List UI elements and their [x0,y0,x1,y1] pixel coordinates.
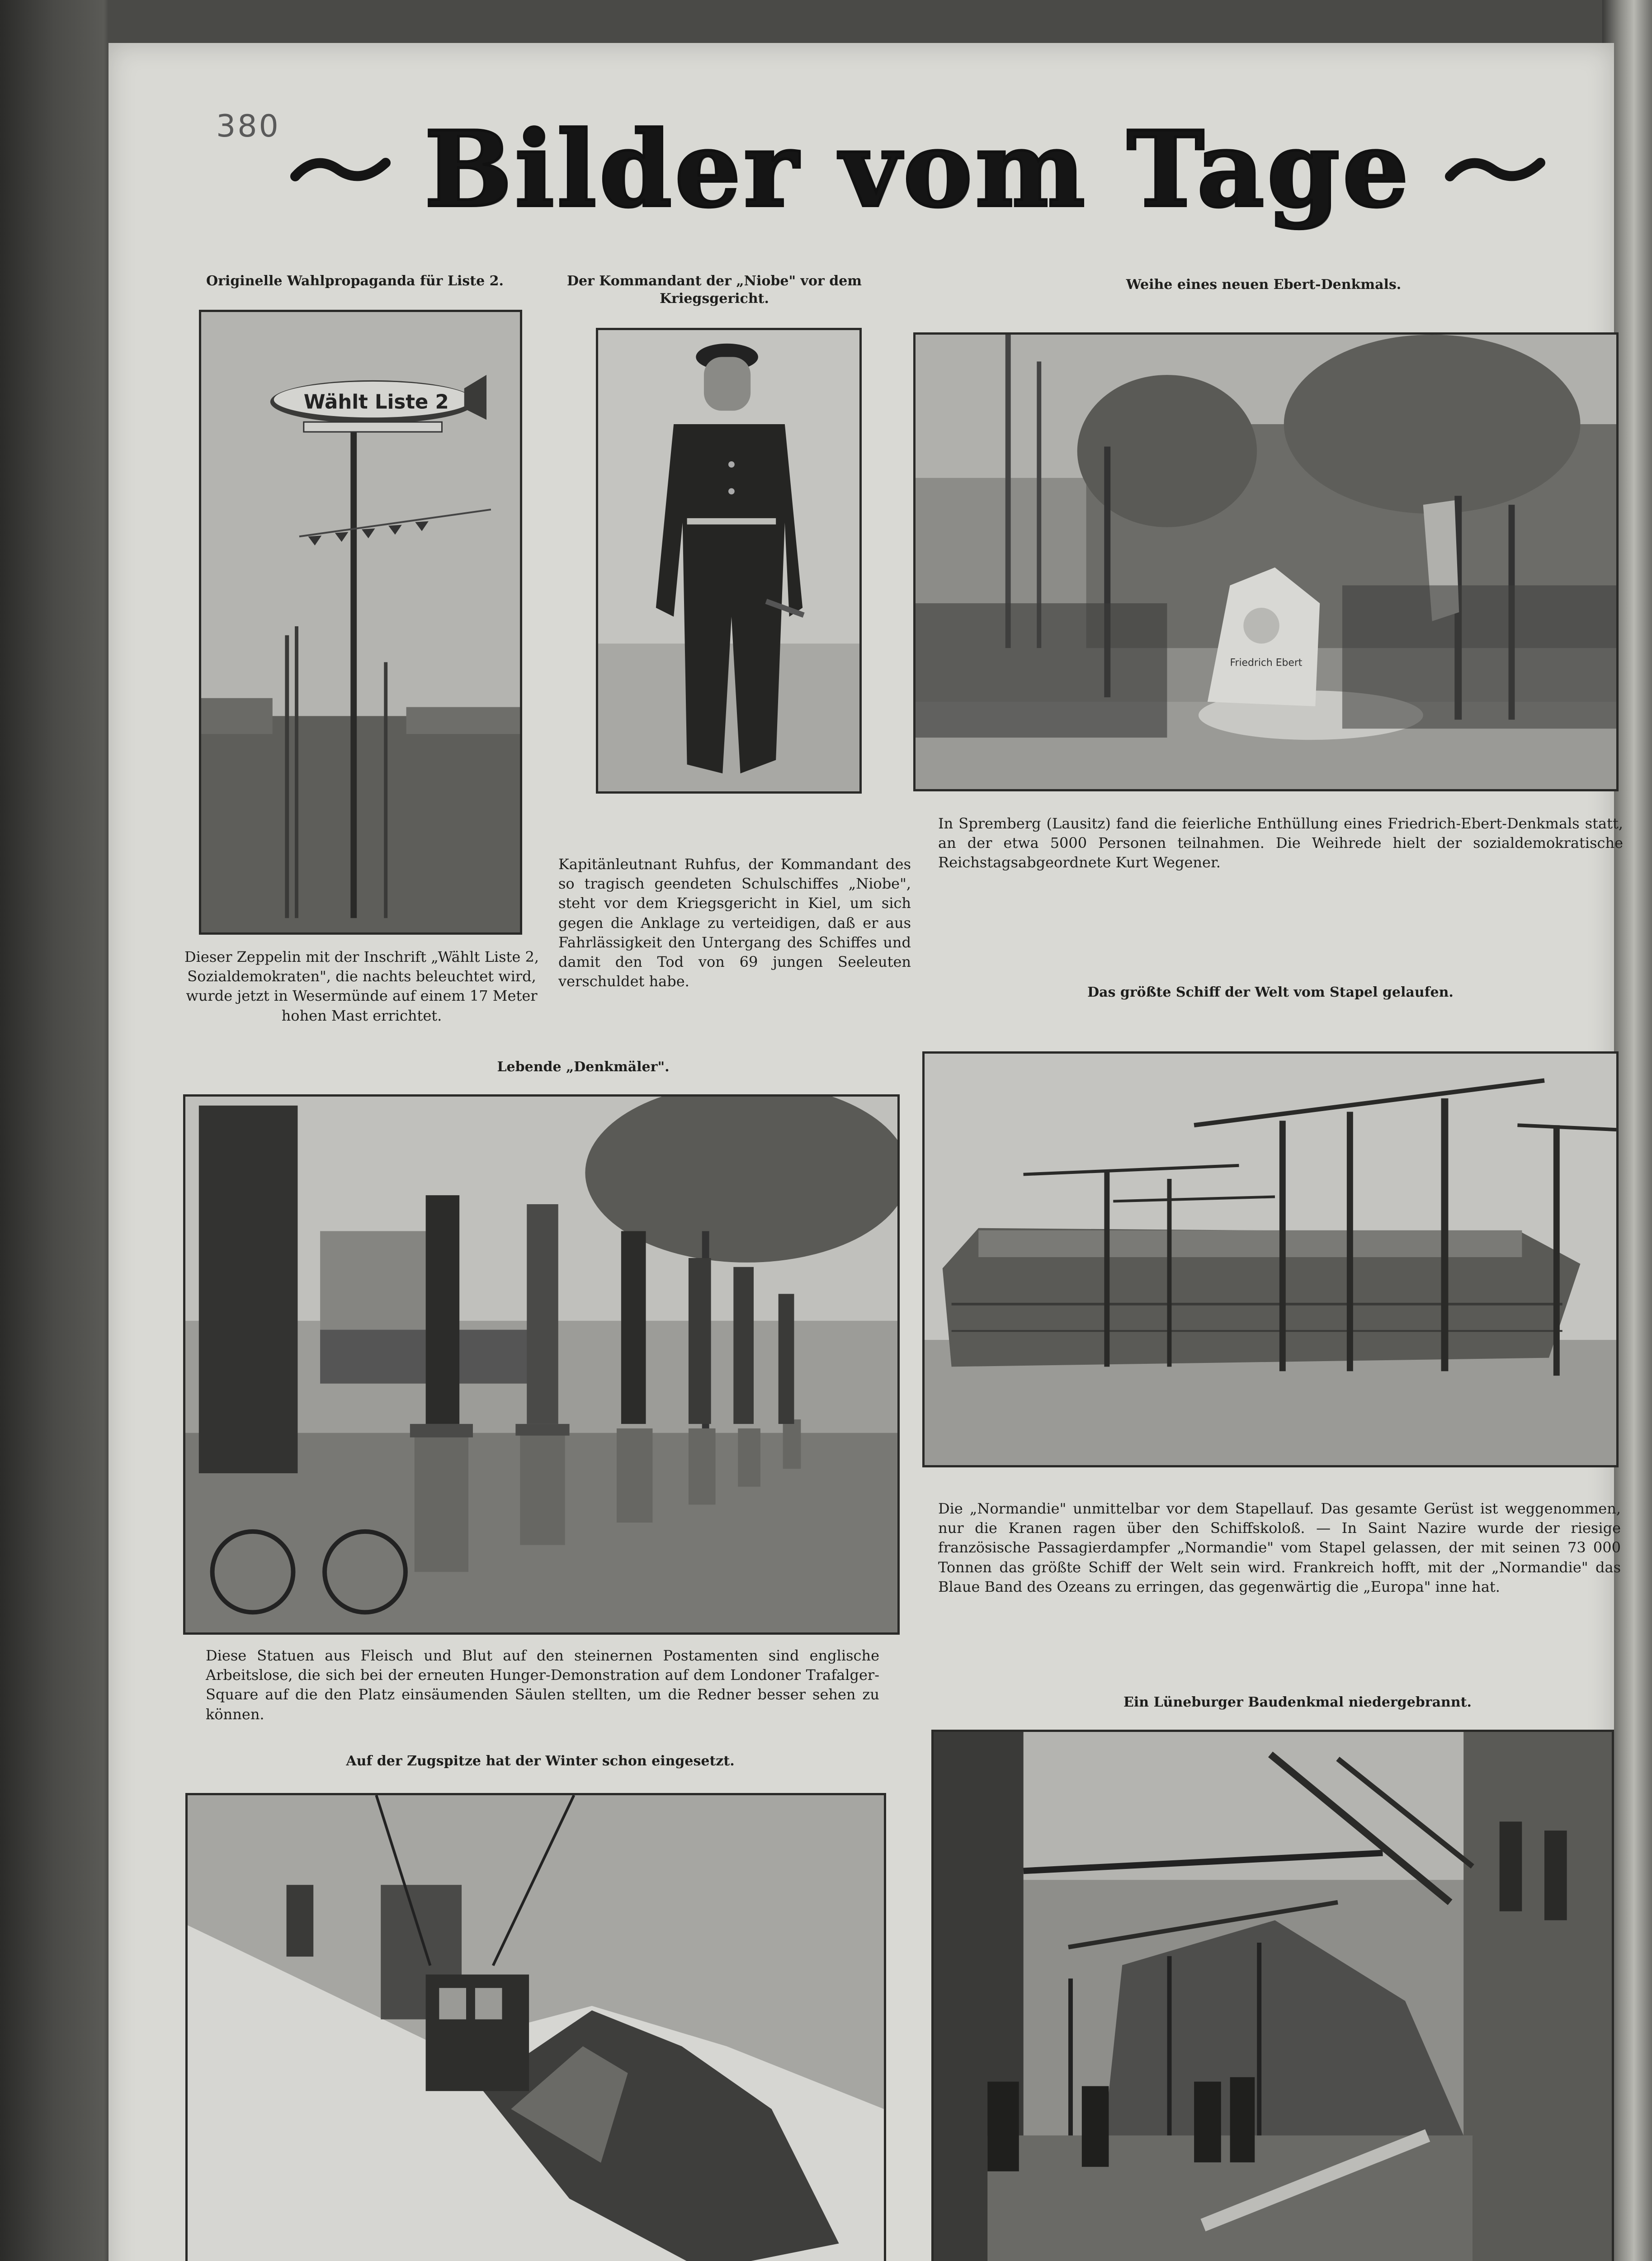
headline-normandie: Das größte Schiff der Welt vom Stapel gelaufen. [1087,984,1454,1000]
photo-living-monuments [183,1094,900,1635]
caption-zeppelin: Dieser Zeppelin mit der Inschrift „Wählt Liste 2, Sozialdemokraten", die nachts beleuchtet wird, wurde jetzt in Wesermünde auf einem 17 Meter hohen Mast errichtet. [184,948,539,1024]
headline-denkmaeler: Lebende „Denkmäler". [497,1059,670,1075]
zeppelin-inscription: Wählt Liste 2 [303,391,449,414]
masthead [280,109,1555,231]
photo-ebert-monument [913,332,1619,791]
caption-normandie: Die „Normandie" unmittelbar vor dem Stapellauf. Das gesamte Gerüst ist weggenommen, nur die Kranen ragen über den Schiffskoloß. — In Saint Nazire wurde der riesige französische Passagierdampfer „Normandie" vom Stapel gelassen, der mit seinen 73 000 Tonnen das größte Schiff der Welt sein wird. Frankreich hofft, mit der „Normandie" das Blaue Band des Ozeans zu erringen, das gegenwärtig die „Europa" inne hat. [938,1500,1621,1595]
masthead-title: Bilder vom Tage [424,109,1411,231]
photo-zugspitze [185,1793,886,2261]
page-number: 380 [216,109,280,144]
photo-niobe-commander [596,328,862,794]
tilde-flourish-left-icon [288,151,392,188]
caption-denkmaeler: Diese Statuen aus Fleisch und Blut auf den steinernen Postamenten sind englische Arbeitslose, die sich bei der erneuten Hunger-Demonstration auf dem Londoner Trafalger-Square auf die den Platz einsäumenden Säulen stellten, um die Redner besser sehen zu können. [206,1647,879,1723]
tilde-flourish-right-icon [1443,151,1547,188]
photo-zeppelin [199,310,522,935]
photo-lueneburg-fire [931,1730,1614,2261]
ebert-stone-inscription: Friedrich Ebert [1230,657,1303,669]
headline-niobe: Der Kommandant der „Niobe" vor dem Kriegsgericht. [566,273,862,307]
caption-niobe: Kapitänleutnant Ruhfus, der Kommandant des so tragisch geendeten Schulschiffes „Niobe", steht vor dem Kriegsgericht in Kiel, um sich gegen die Anklage zu verteidigen, daß er aus Fahrlässigkeit den Untergang des Schiffes und damit den Tod von 69 jungen Seeleuten verschuldet habe. [558,856,911,990]
caption-ebert: In Spremberg (Lausitz) fand die feierliche Enthüllung eines Friedrich-Ebert-Denkmals statt, an der etwa 5000 Personen teilnahmen. Die Weihrede hielt der sozialdemokratische Reichstagsabgeordnete Kurt Wegener. [938,815,1623,871]
headline-lueneburg: Ein Lüneburger Baudenkmal niedergebrannt. [1123,1694,1472,1710]
headline-zugspitze: Auf der Zugspitze hat der Winter schon eingesetzt. [346,1753,735,1769]
headline-zeppelin: Originelle Wahlpropaganda für Liste 2. [206,273,504,289]
headline-ebert: Weihe eines neuen Ebert-Denkmals. [1126,277,1402,293]
photo-normandie-ship [922,1051,1619,1467]
